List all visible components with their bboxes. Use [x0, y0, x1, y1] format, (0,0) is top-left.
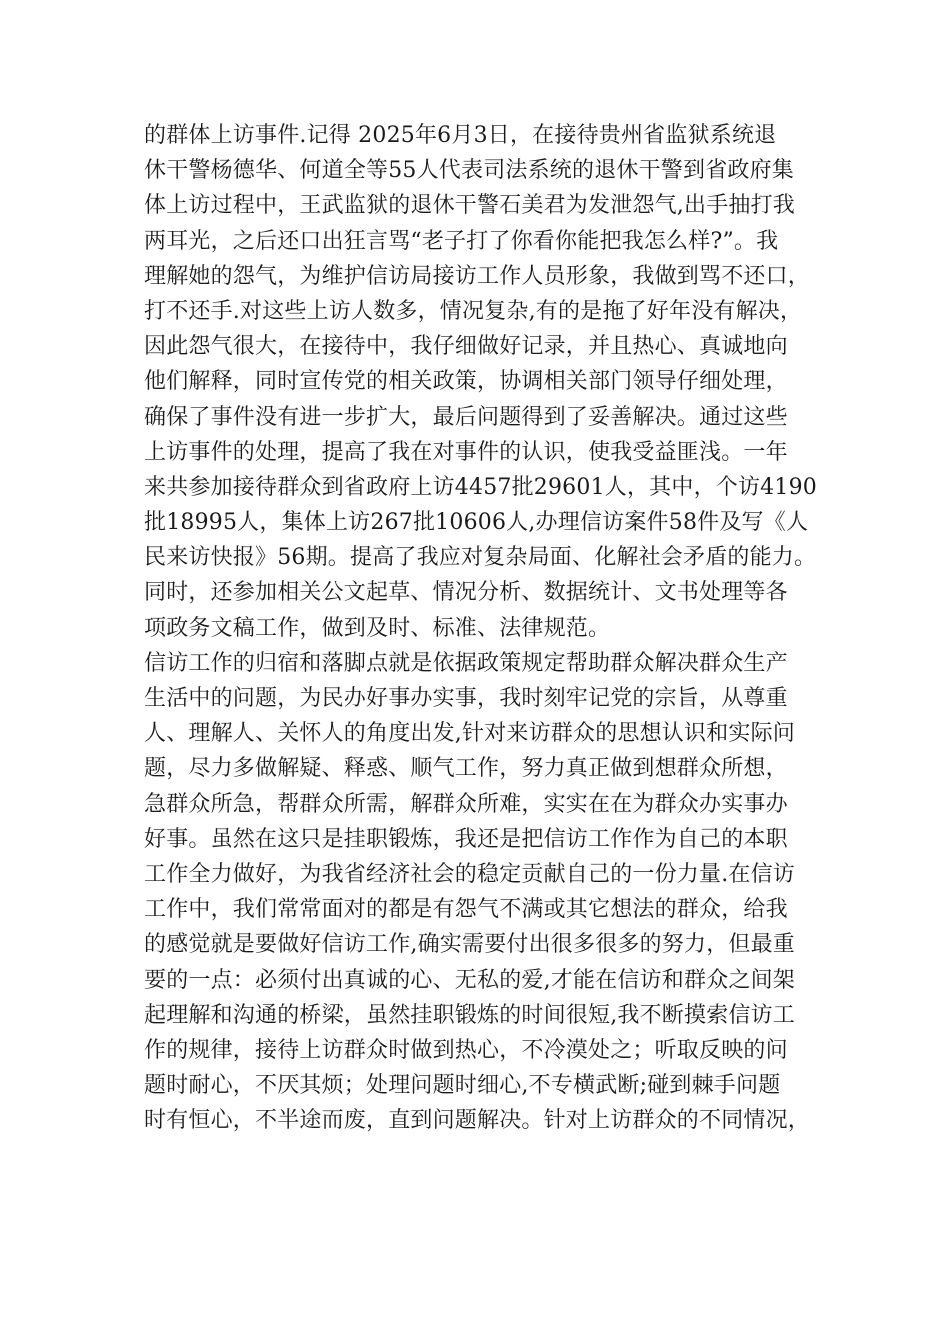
text-line: 要的一点：必须付出真诚的心、无私的爱,才能在信访和群众之间架 [144, 967, 795, 993]
text-line: 急群众所急，帮群众所需，解群众所难，实实在在为群众办实事办 [144, 791, 788, 817]
text-line: 同时，还参加相关公文起草、情况分析、数据统计、文书处理等各 [144, 580, 788, 606]
text-line: 因此怨气很大，在接待中，我仔细做好记录，并且热心、真诚地向 [144, 334, 788, 360]
text-line: 打不还手.对这些上访人数多，情况复杂,有的是拖了好年没有解决， [144, 298, 803, 324]
text-line: 休干警杨德华、何道全等55人代表司法系统的退休干警到省政府集 [144, 158, 794, 184]
text-line: 工作全力做好，为我省经济社会的稳定贡献自己的一份力量.在信访 [144, 861, 795, 887]
text-line: 题，尽力多做解疑、释惑、顺气工作，努力真正做到想群众所想， [144, 756, 788, 782]
text-line: 时有恒心，不半途而废，直到问题解决。针对上访群众的不同情况， [144, 1108, 811, 1134]
text-line: 批18995人，集体上访267批10606人,办理信访案件58件及写《人 [144, 510, 809, 536]
text-line: 工作中，我们常常面对的都是有怨气不满或其它想法的群众，给我 [144, 897, 788, 923]
text-line: 信访工作的归宿和落脚点就是依据政策规定帮助群众解决群众生产 [144, 650, 788, 676]
text-line: 民来访快报》56期。提高了我应对复杂局面、化解社会矛盾的能力。 [144, 545, 817, 571]
text-line: 人、理解人、关怀人的角度出发,针对来访群众的思想认识和实际问 [144, 721, 795, 747]
text-line: 的感觉就是要做好信访工作,确实需要付出很多很多的努力，但最重 [144, 932, 795, 958]
text-line: 的群体上访事件.记得 2025年6月3日，在接待贵州省监狱系统退 [144, 123, 777, 148]
text-line: 来共参加接待群众到省政府上访4457批29601人，其中，个访4190 [144, 474, 817, 500]
text-line: 生活中的问题，为民办好事办实事，我时刻牢记党的宗旨，从尊重 [144, 686, 788, 711]
text-line: 他们解释，同时宣传党的相关政策，协调相关部门领导仔细处理， [144, 369, 788, 395]
text-line: 理解她的怨气，为维护信访局接访工作人员形象，我做到骂不还口， [144, 263, 811, 289]
text-line: 作的规律，接待上访群众时做到热心，不冷漠处之；听取反映的问 [144, 1037, 788, 1063]
text-line: 好事。虽然在这只是挂职锻炼，我还是把信访工作作为自己的本职 [144, 826, 788, 852]
body-text [144, 118, 834, 1138]
text-line: 题时耐心，不厌其烦；处理问题时细心,不专横武断;碰到棘手问题 [144, 1073, 781, 1099]
text-line: 起理解和沟通的桥梁，虽然挂职锻炼的时间很短,我不断摸索信访工 [144, 1002, 795, 1028]
text-line: 上访事件的处理，提高了我在对事件的认识，使我受益匪浅。一年 [144, 439, 788, 465]
text-line: 两耳光，之后还口出狂言骂“老子打了你看你能把我怎么样?”。我 [144, 228, 779, 254]
text-line: 确保了事件没有进一步扩大，最后问题得到了妥善解决。通过这些 [144, 404, 788, 430]
text-line: 项政务文稿工作，做到及时、标准、法律规范。 [144, 615, 611, 641]
text-line: 体上访过程中，王武监狱的退休干警石美君为发泄怨气,出手抽打我 [144, 193, 795, 219]
